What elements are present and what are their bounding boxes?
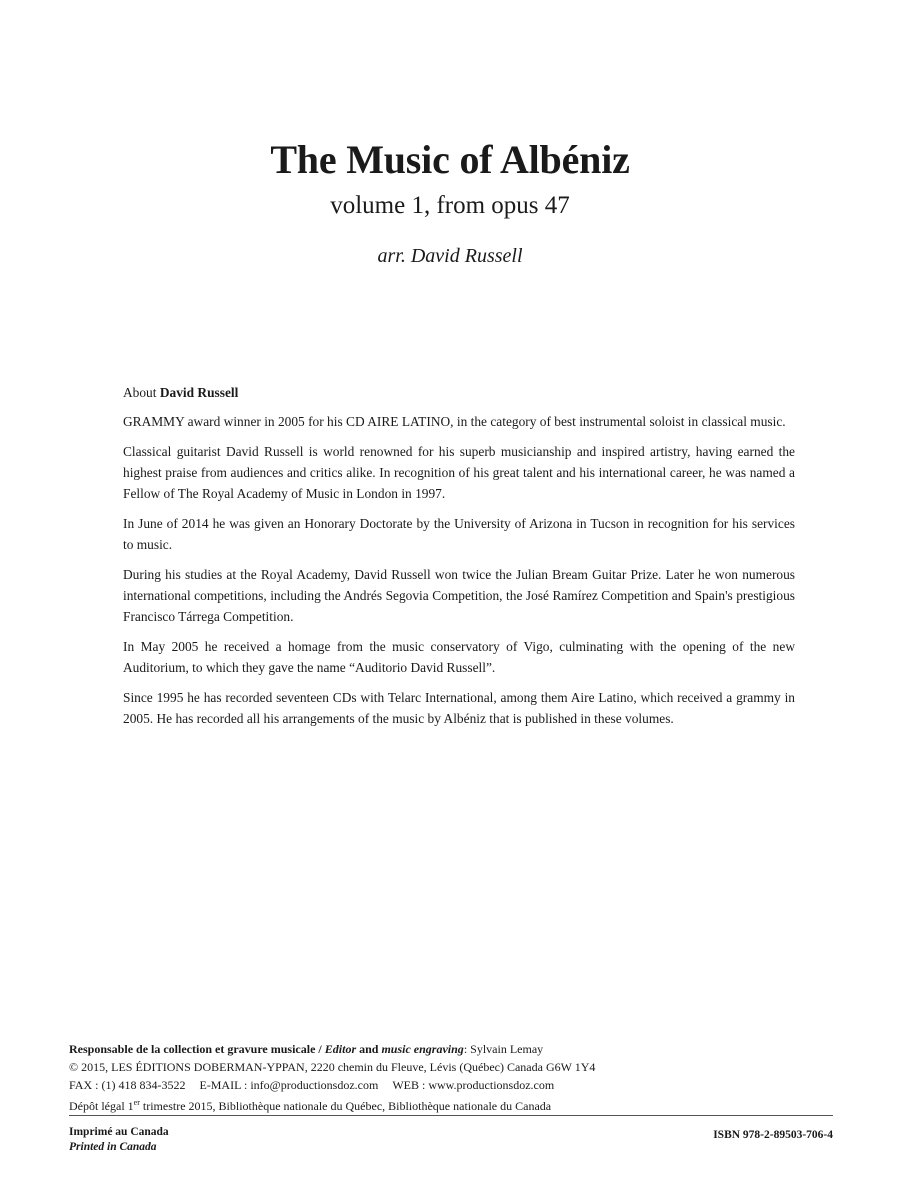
email-address[interactable]: E-MAIL : info@productionsdoz.com: [199, 1078, 379, 1092]
about-heading: [123, 382, 795, 403]
engraving-label-en: music engraving: [381, 1042, 464, 1056]
bio-paragraph: GRAMMY award winner in 2005 for his CD AIRE LATINO, in the category of best instrumental soloist in classical music.: [123, 414, 786, 429]
colon-separator: :: [463, 1042, 471, 1056]
legal-deposit-line: [69, 1094, 833, 1115]
and-word: and: [356, 1042, 382, 1056]
about-heading-prefix: About: [123, 385, 157, 400]
copyright-line: © 2015, LES ÉDITIONS DOBERMAN-YPPAN, 2220 chemin du Fleuve, Lévis (Québec) Canada G6W 1Y4: [69, 1060, 596, 1074]
website-address[interactable]: WEB : www.productionsdoz.com: [392, 1078, 555, 1092]
printed-en: Printed in Canada: [69, 1141, 157, 1153]
printed-in-block: [69, 1125, 169, 1155]
bio-paragraph: Since 1995 he has recorded seventeen CDs with Telarc International, among them Aire Latino, which received a grammy in 2005. He has recorded all his arrangements of the music by Albéniz that is published in these volumes.: [123, 690, 795, 726]
depot-superscript: er: [133, 1098, 140, 1107]
editor-label-en: Editor: [324, 1042, 357, 1056]
responsible-label-fr: Responsable de la collection et gravure musicale: [69, 1042, 316, 1056]
isbn-number: ISBN 978-2-89503-706-4: [713, 1129, 833, 1141]
editor-credit-line: [69, 1040, 833, 1058]
footer-divider: [69, 1115, 833, 1116]
slash-separator: /: [315, 1042, 325, 1056]
bio-paragraph: In May 2005 he received a homage from the music conservatory of Vigo, culminating with the opening of the new Auditorium, to which they gave the name “Auditorio David Russell”.: [123, 639, 795, 675]
publisher-footer: [69, 1040, 833, 1115]
depot-prefix: Dépôt légal 1: [69, 1099, 134, 1113]
arranger-credit: arr. David Russell: [377, 245, 523, 267]
bio-paragraph: Classical guitarist David Russell is world renowned for his superb musicianship and inspired artistry, having earned the highest praise from audiences and critics alike. In recognition of his great talent and his international career, he was named a Fellow of The Royal Academy of Music in London in 1997.: [123, 444, 795, 501]
fax-number: FAX : (1) 418 834-3522: [69, 1078, 186, 1092]
bio-paragraph: During his studies at the Royal Academy, David Russell won twice the Julian Bream Guitar Prize. Later he won numerous international competitions, including the Andrés Segovia Competition, the José Ramírez Competition and Spain's prestigious Francisco Tárrega Competition.: [123, 567, 795, 624]
page-title: The Music of Albéniz: [270, 137, 630, 182]
printed-fr: Imprimé au Canada: [69, 1126, 169, 1138]
depot-rest: trimestre 2015, Bibliothèque nationale du Québec, Bibliothèque nationale du Canada: [139, 1099, 552, 1113]
bio-paragraph: In June of 2014 he was given an Honorary Doctorate by the University of Arizona in Tucson in recognition for his services to music.: [123, 516, 795, 552]
contact-line: [69, 1076, 833, 1094]
about-heading-name: David Russell: [159, 385, 239, 400]
subtitle: volume 1, from opus 47: [330, 192, 570, 219]
editor-name: Sylvain Lemay: [470, 1042, 544, 1056]
about-section: [123, 382, 795, 738]
